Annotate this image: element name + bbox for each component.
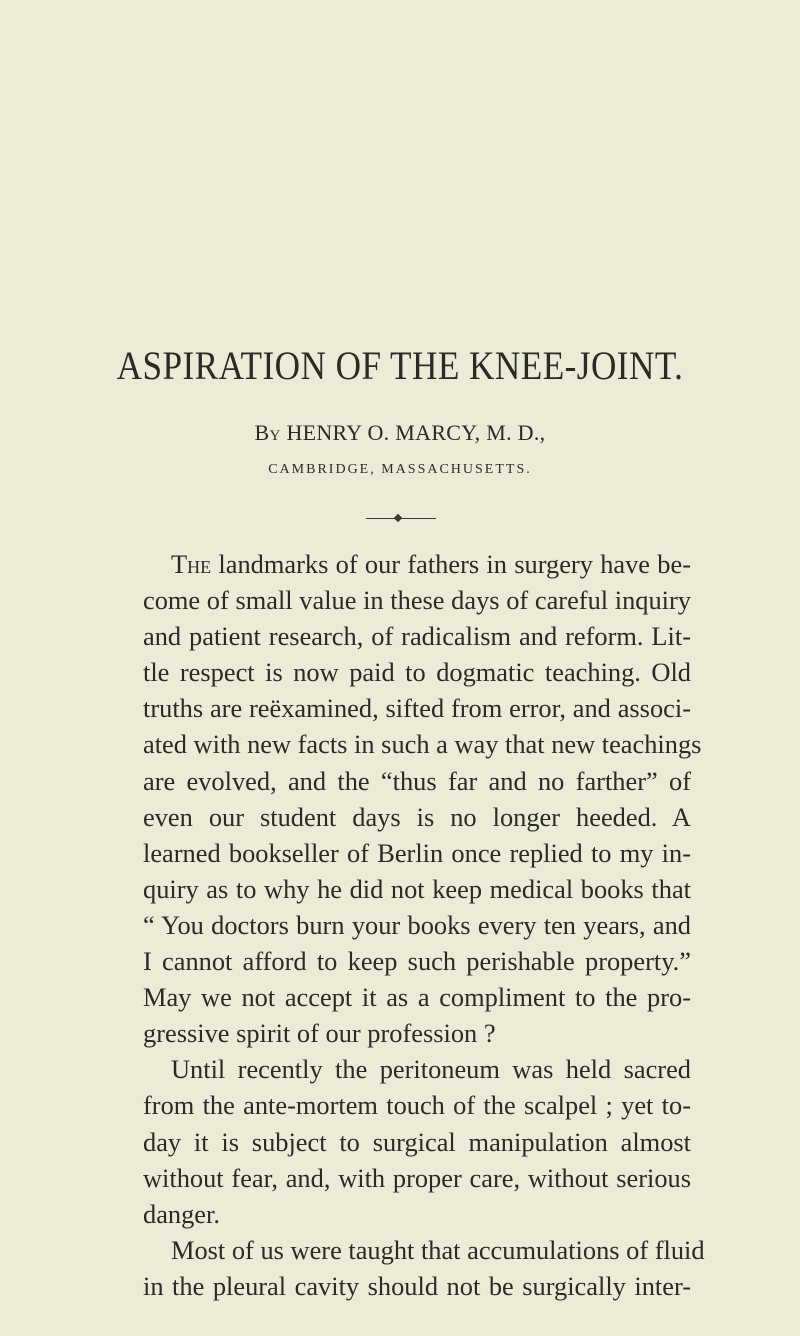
text-line: tle respect is now paid to dogmatic teaching. Old <box>143 657 691 688</box>
divider-ornament-icon <box>394 514 402 522</box>
text-line: from the ante-mortem touch of the scalpel ; yet to- <box>143 1090 691 1121</box>
text-line: danger. <box>143 1198 220 1229</box>
text-line: Most of us were taught that accumulations of fluid <box>171 1234 705 1265</box>
text-line: ated with new facts in such a way that new teachings <box>143 729 702 760</box>
text-line: I cannot afford to keep such perishable property.” <box>143 946 691 977</box>
text-line: and patient research, of radicalism and reform. Lit- <box>143 621 691 652</box>
text-line: May we not accept it as a compliment to the pro- <box>143 982 691 1013</box>
text-line: gressive spirit of our profession ? <box>143 1018 496 1049</box>
byline <box>0 420 800 446</box>
text-line: come of small value in these days of careful inquiry <box>143 585 691 616</box>
text-line: are evolved, and the “thus far and no farther” of <box>143 765 691 796</box>
byline-prefix: By <box>254 420 281 445</box>
article-title: ASPIRATION OF THE KNEE-JOINT. <box>116 343 684 388</box>
text-line: truths are reëxamined, sifted from error, and associ- <box>143 693 691 724</box>
body-text <box>143 546 705 1304</box>
author-name: HENRY O. MARCY, M. D., <box>286 420 546 445</box>
text-line: in the pleural cavity should not be surgically inter- <box>143 1270 691 1301</box>
text-line: even our student days is no longer heeded. A <box>143 801 691 832</box>
text-line: “ You doctors burn your books every ten years, and <box>143 909 691 940</box>
text-line: quiry as to why he did not keep medical books that <box>143 873 691 904</box>
text-line: without fear, and, with proper care, without serious <box>143 1162 691 1193</box>
paragraph-lead: The <box>171 549 212 579</box>
text-line: The landmarks of our fathers in surgery have be- <box>171 549 691 579</box>
author-location: CAMBRIDGE, MASSACHUSETTS. <box>268 462 532 477</box>
text-line: day it is subject to surgical manipulation almost <box>143 1126 691 1157</box>
text-line: Until recently the peritoneum was held sacred <box>171 1054 691 1085</box>
text-line: learned bookseller of Berlin once replied to my in- <box>143 837 691 868</box>
